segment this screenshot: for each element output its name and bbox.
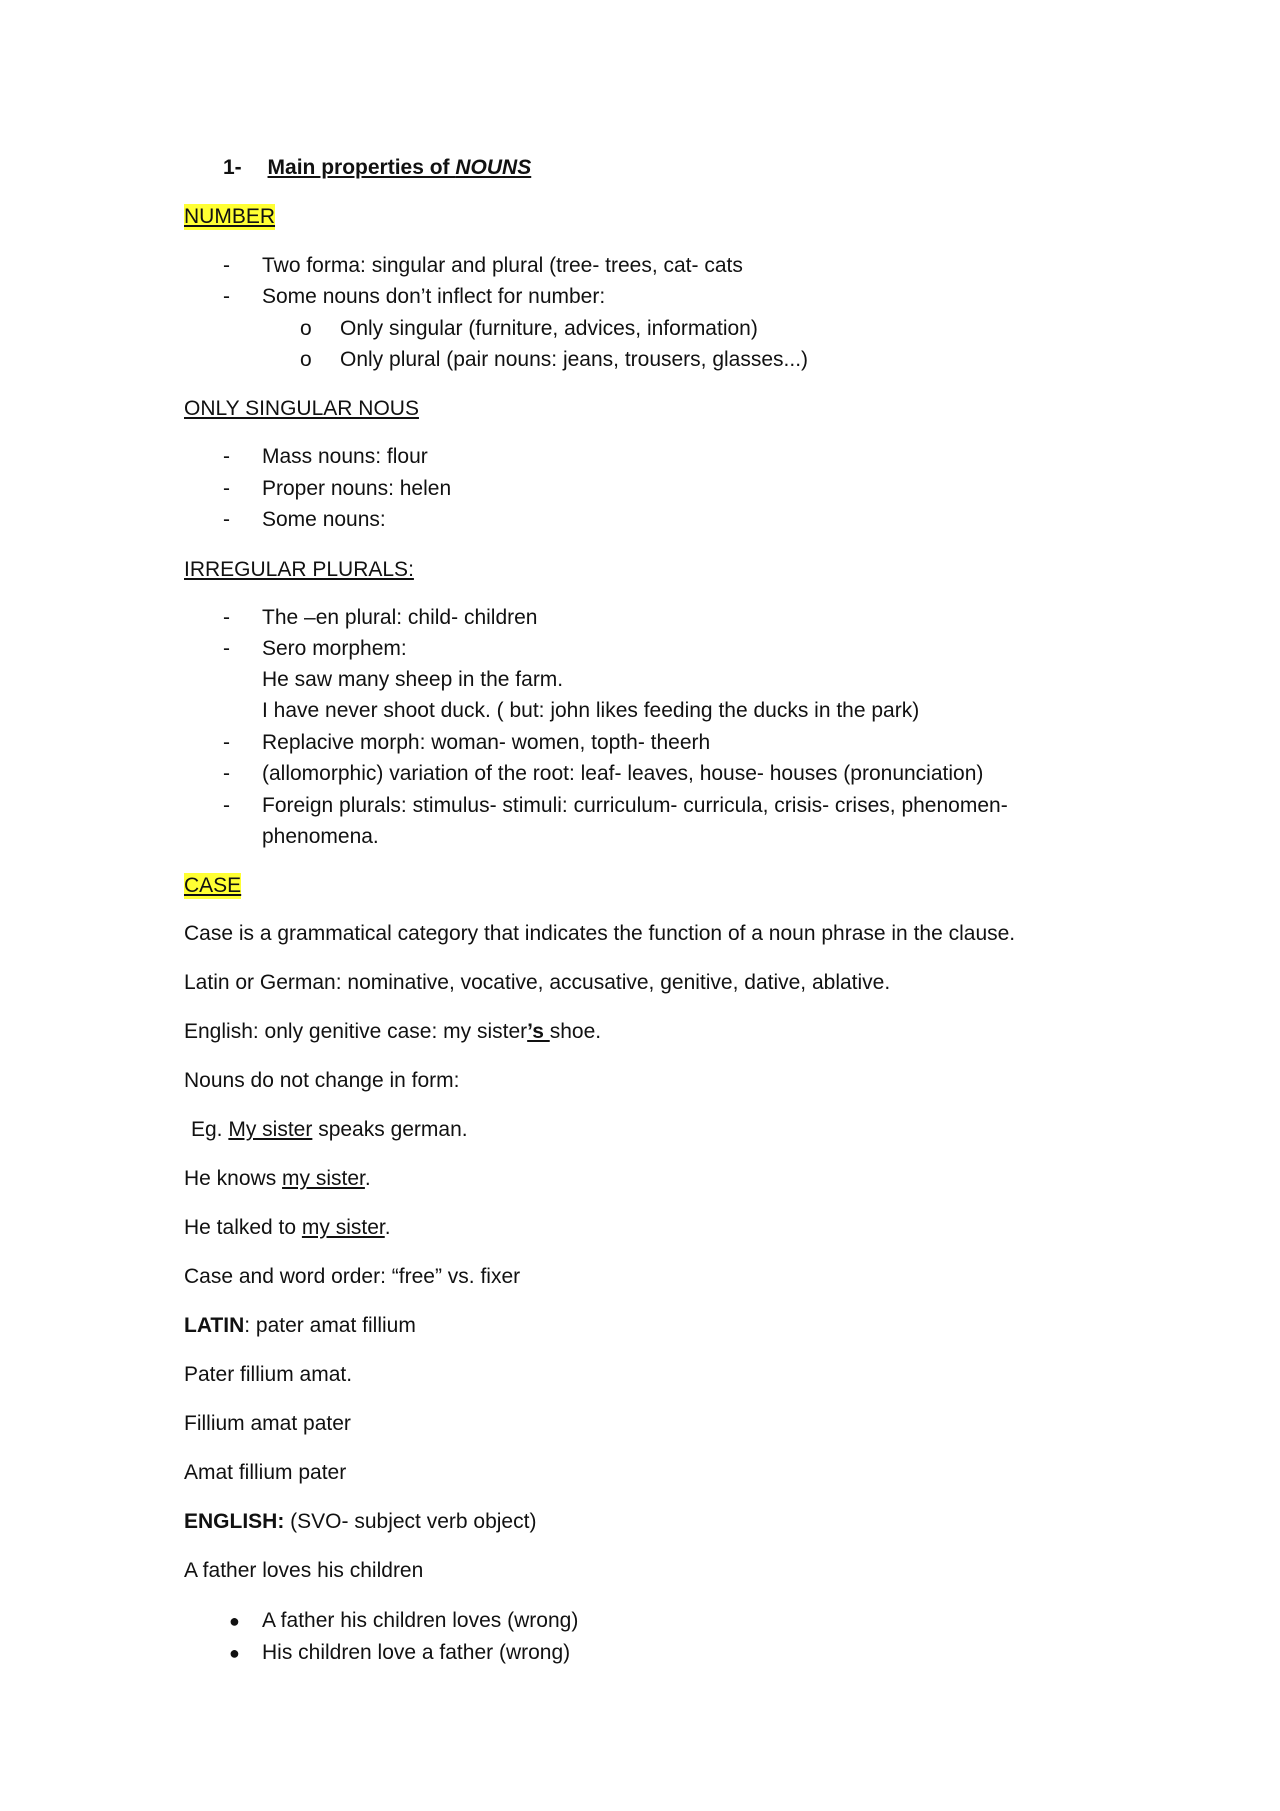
english-genitive: English: only genitive case: my sister’s shoe. [184, 1020, 602, 1043]
case-section-title: CASE [184, 874, 242, 897]
sub-list-item: Only singular (furniture, advices, information) [340, 317, 758, 340]
example-line: He talked to my sister. [184, 1216, 391, 1239]
dash-bullet: - [223, 285, 230, 308]
list-item: Foreign plurals: stimulus- stimuli: curriculum- curricula, crisis- crises, phenomen- [262, 794, 1008, 817]
dash-bullet: - [223, 606, 230, 629]
example-line: A father loves his children [184, 1559, 424, 1582]
list-item-continuation: phenomena. [262, 825, 379, 848]
dash-bullet: - [223, 477, 230, 500]
list-item: His children love a father (wrong) [262, 1641, 571, 1664]
list-item: Replacive morph: woman- women, topth- theerh [262, 731, 711, 754]
example-line: Amat fillium pater [184, 1461, 347, 1484]
dash-bullet: - [223, 254, 230, 277]
list-item: Some nouns: [262, 508, 386, 531]
heading [223, 155, 531, 181]
example-line: He knows my sister. [184, 1167, 371, 1190]
list-item: (allomorphic) variation of the root: leaf- leaves, house- houses (pronunciation) [262, 762, 984, 785]
circle-bullet: o [300, 317, 312, 340]
list-item: Sero morphem: [262, 637, 407, 660]
dash-bullet: - [223, 445, 230, 468]
latin-german-cases: Latin or German: nominative, vocative, accusative, genitive, dative, ablative. [184, 971, 891, 994]
dash-bullet: - [223, 731, 230, 754]
english-line: ENGLISH: (SVO- subject verb object) [184, 1510, 537, 1533]
list-item: Mass nouns: flour [262, 445, 428, 468]
example-line: Fillium amat pater [184, 1412, 351, 1435]
list-item: A father his children loves (wrong) [262, 1609, 579, 1632]
bullet-dot: ● [229, 1643, 240, 1663]
example-line: I have never shoot duck. ( but: john likes feeding the ducks in the park) [262, 699, 920, 722]
irregular-plurals-title: IRREGULAR PLURALS: [184, 558, 414, 581]
dash-bullet: - [223, 508, 230, 531]
dash-bullet: - [223, 762, 230, 785]
list-item: The –en plural: child- children [262, 606, 538, 629]
bullet-dot: ● [229, 1611, 240, 1631]
latin-line: LATIN: pater amat fillium [184, 1314, 416, 1337]
nouns-no-change: Nouns do not change in form: [184, 1069, 460, 1092]
example-line: Eg. My sister speaks german. [191, 1118, 468, 1141]
sub-list-item: Only plural (pair nouns: jeans, trousers, glasses...) [340, 348, 809, 371]
number-section-title: NUMBER [184, 205, 276, 228]
word-order-line: Case and word order: “free” vs. fixer [184, 1265, 521, 1288]
dash-bullet: - [223, 794, 230, 817]
circle-bullet: o [300, 348, 312, 371]
example-line: He saw many sheep in the farm. [262, 668, 564, 691]
list-item: Some nouns don’t inflect for number: [262, 285, 606, 308]
example-line: Pater fillium amat. [184, 1363, 353, 1386]
case-definition: Case is a grammatical category that indicates the function of a noun phrase in the clause. [184, 922, 1016, 945]
list-item: Two forma: singular and plural (tree- trees, cat- cats [262, 254, 743, 277]
genitive-marker: ’s [527, 1020, 550, 1043]
only-singular-title: ONLY SINGULAR NOUS [184, 397, 419, 420]
list-item: Proper nouns: helen [262, 477, 452, 500]
heading-title: Main properties of NOUNS [267, 156, 532, 179]
dash-bullet: - [223, 637, 230, 660]
heading-number: 1- [223, 156, 242, 179]
